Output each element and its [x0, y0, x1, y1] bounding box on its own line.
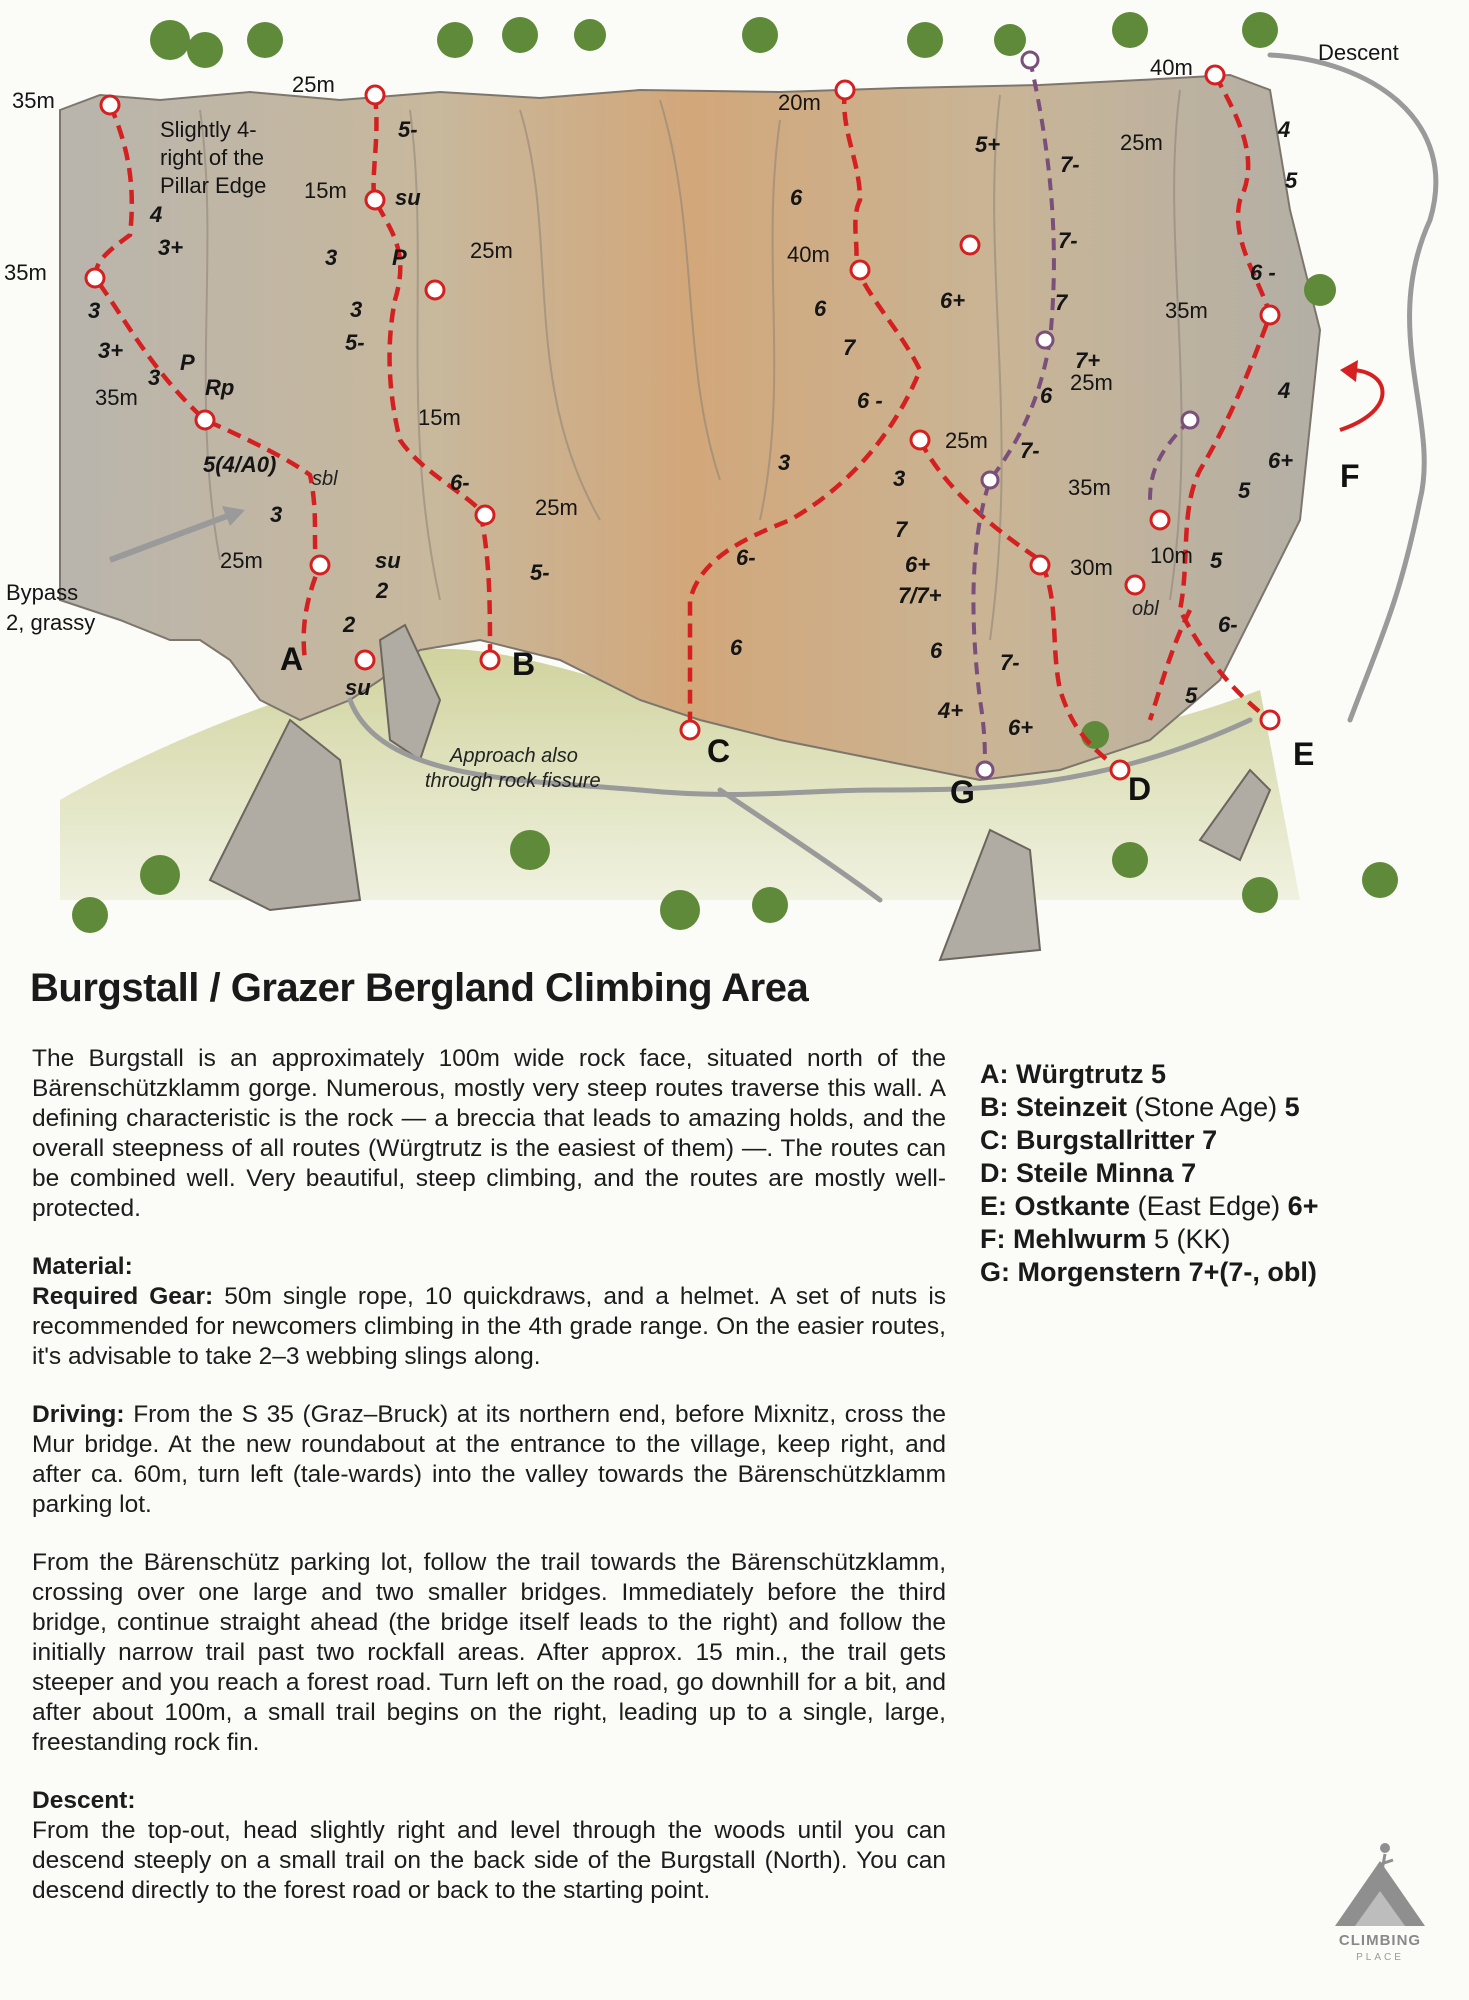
svg-text:5: 5: [1238, 478, 1251, 503]
climbing-place-logo: [1315, 1836, 1445, 1976]
legend-row-B: B: Steinzeit (Stone Age) 5: [980, 1092, 1300, 1122]
svg-text:3: 3: [88, 298, 101, 323]
svg-text:35m: 35m: [1068, 475, 1111, 500]
svg-text:25m: 25m: [1120, 130, 1163, 155]
svg-text:6+: 6+: [1008, 715, 1034, 740]
svg-text:6: 6: [730, 635, 743, 660]
svg-text:6: 6: [790, 185, 803, 210]
svg-text:6: 6: [814, 296, 827, 321]
svg-text:2: 2: [343, 612, 356, 637]
svg-text:7+: 7+: [1075, 348, 1101, 373]
svg-text:35m: 35m: [12, 88, 55, 113]
description-column: [32, 1044, 946, 1934]
svg-text:C: C: [707, 733, 731, 769]
legend-row-E: E: Ostkante (East Edge) 6+: [980, 1191, 1319, 1221]
driving-text: From the S 35 (Graz–Bruck) at its northern end, before Mixnitz, cross the Mur bridge. At the new roundabout at the entrance to the village, keep right, and after ca. 60m, turn left (tale-wards) into the valley towards the Bärenschützklamm parking lot.: [32, 1401, 946, 1518]
logo-text: CLIMBING: [1338, 1932, 1422, 1949]
svg-text:40m: 40m: [787, 242, 830, 267]
svg-text:3: 3: [325, 245, 338, 270]
svg-text:15m: 15m: [304, 178, 347, 203]
svg-text:su: su: [345, 675, 371, 700]
route-legend: [980, 1058, 1450, 1289]
svg-text:5: 5: [1285, 168, 1298, 193]
legend-row-A: A: Würgtrutz 5: [980, 1059, 1167, 1089]
svg-text:25m: 25m: [945, 428, 988, 453]
descent-heading: Descent:: [32, 1787, 136, 1814]
material-heading: Material:: [32, 1253, 133, 1280]
svg-text:6+: 6+: [940, 288, 966, 313]
svg-text:right of the: right of the: [160, 145, 264, 170]
route-F-curved-arrow-icon: [1340, 370, 1383, 430]
svg-text:3: 3: [270, 502, 283, 527]
svg-text:obl: obl: [1132, 598, 1159, 620]
svg-text:25m: 25m: [292, 72, 335, 97]
svg-text:A: A: [280, 641, 304, 677]
svg-text:5-: 5-: [530, 560, 550, 585]
gear-label: Required Gear:: [32, 1283, 214, 1310]
svg-text:3+: 3+: [98, 338, 124, 363]
svg-text:su: su: [375, 548, 401, 573]
svg-text:6: 6: [930, 638, 943, 663]
svg-text:sbl: sbl: [312, 468, 338, 490]
mountain-climber-icon: [1315, 1836, 1445, 1931]
svg-text:40m: 40m: [1150, 55, 1193, 80]
svg-text:3: 3: [893, 466, 906, 491]
svg-text:P: P: [392, 245, 407, 270]
svg-text:3: 3: [778, 450, 791, 475]
svg-text:6 -: 6 -: [1250, 260, 1276, 285]
svg-text:Bypass: Bypass: [6, 580, 79, 605]
svg-text:3: 3: [350, 297, 363, 322]
legend-row-G: G: Morgenstern 7+(7-, obl): [980, 1257, 1317, 1287]
svg-text:4+: 4+: [938, 698, 964, 723]
svg-text:7-: 7-: [1020, 438, 1040, 463]
svg-text:35m: 35m: [1165, 298, 1208, 323]
svg-text:25m: 25m: [1070, 370, 1113, 395]
descent-label: Descent: [1318, 40, 1399, 65]
svg-text:P: P: [180, 350, 195, 375]
svg-text:3+: 3+: [158, 235, 184, 260]
svg-text:B: B: [512, 646, 536, 682]
route-F-arrowhead-icon: [1340, 360, 1358, 382]
svg-text:4: 4: [1278, 378, 1291, 403]
svg-text:5+: 5+: [975, 132, 1001, 157]
pillar-note: [160, 117, 266, 198]
svg-text:5(4/A0): 5(4/A0): [203, 452, 277, 477]
svg-text:D: D: [1128, 771, 1152, 807]
svg-text:7-: 7-: [1000, 650, 1020, 675]
logo-subtext: PLACE: [1356, 1952, 1404, 1963]
svg-text:6 -: 6 -: [857, 388, 883, 413]
svg-text:7-: 7-: [1060, 152, 1080, 177]
svg-text:20m: 20m: [778, 90, 821, 115]
svg-text:E: E: [1293, 736, 1315, 772]
driving-section: [32, 1400, 946, 1520]
descent-section: [32, 1786, 946, 1906]
svg-text:4: 4: [150, 202, 163, 227]
svg-text:35m: 35m: [4, 260, 47, 285]
svg-text:7: 7: [895, 517, 908, 542]
svg-text:15m: 15m: [418, 405, 461, 430]
legend-row-F: F: Mehlwurm 5 (KK): [980, 1224, 1231, 1254]
svg-text:2: 2: [376, 578, 389, 603]
svg-text:4: 4: [1278, 117, 1291, 142]
svg-text:10m: 10m: [1150, 543, 1193, 568]
intro-paragraph: The Burgstall is an approximately 100m wide rock face, situated north of the Bärenschützklamm gorge. Numerous, mostly very steep routes traverse this wall. A defining characteristic is the rock — a breccia that leads to amazing holds, and the overall steepness of all routes (Würgtrutz is the easiest of them) —. The routes can be combined well. Very beautiful, steep climbing, and the routes are mostly well-protected.: [32, 1045, 946, 1222]
svg-text:Approach also: Approach also: [450, 745, 578, 767]
svg-text:5: 5: [1185, 683, 1198, 708]
svg-text:7/7+: 7/7+: [898, 583, 942, 608]
svg-text:6: 6: [1040, 383, 1053, 408]
svg-text:6-: 6-: [450, 470, 470, 495]
crag-topo-map: [0, 0, 1469, 990]
svg-text:5-: 5-: [398, 117, 418, 142]
svg-text:35m: 35m: [95, 385, 138, 410]
svg-text:G: G: [950, 774, 975, 810]
svg-text:su: su: [395, 185, 421, 210]
svg-text:30m: 30m: [1070, 555, 1113, 580]
svg-text:6-: 6-: [736, 545, 756, 570]
svg-text:Slightly 4-: Slightly 4-: [160, 117, 257, 142]
page-title: Burgstall / Grazer Bergland Climbing Area: [30, 966, 809, 1010]
approach-paragraph: From the Bärenschütz parking lot, follow the trail towards the Bärenschützklamm, crossing over one large and two smaller bridges. Immediately before the third bridge, continue straight ahead (the bridge itself leads to the right) and follow the initially narrow trail past two rockfall areas. After approx. 15 min., the trail gets steeper and you reach a forest road. Turn left on the road, go downhill for a bit, and after about 100m, a small trail begins on the right, leading up to a single, large, freestanding rock fin.: [32, 1549, 946, 1756]
svg-text:F: F: [1340, 458, 1360, 494]
svg-text:6-: 6-: [1218, 612, 1238, 637]
svg-text:6+: 6+: [905, 552, 931, 577]
svg-text:7: 7: [1055, 290, 1068, 315]
svg-text:6+: 6+: [1268, 448, 1294, 473]
svg-text:5: 5: [1210, 548, 1223, 573]
svg-text:5-: 5-: [345, 330, 365, 355]
svg-text:25m: 25m: [470, 238, 513, 263]
legend-row-D: D: Steile Minna 7: [980, 1158, 1197, 1188]
svg-text:25m: 25m: [535, 495, 578, 520]
svg-text:7: 7: [843, 335, 856, 360]
descent-text: From the top-out, head slightly right and level through the woods until you can descend steeply on a small trail on the back side of the Burgstall (North). You can descend directly to the forest road or back to the starting point.: [32, 1817, 946, 1904]
svg-text:25m: 25m: [220, 548, 263, 573]
material-section: [32, 1252, 946, 1372]
svg-text:7-: 7-: [1058, 228, 1078, 253]
svg-text:2, grassy: 2, grassy: [6, 610, 96, 635]
svg-text:Pillar Edge: Pillar Edge: [160, 173, 267, 198]
svg-text:3: 3: [148, 365, 161, 390]
svg-text:Rp: Rp: [205, 375, 235, 400]
legend-row-C: C: Burgstallritter 7: [980, 1125, 1218, 1155]
driving-label: Driving:: [32, 1401, 125, 1428]
svg-text:through rock fissure: through rock fissure: [425, 770, 601, 792]
gear-text: 50m single rope, 10 quickdraws, and a helmet. A set of nuts is recommended for newcomers climbing in the 4th grade range. On the easier routes, it's advisable to take 2–3 webbing slings along.: [32, 1283, 947, 1370]
